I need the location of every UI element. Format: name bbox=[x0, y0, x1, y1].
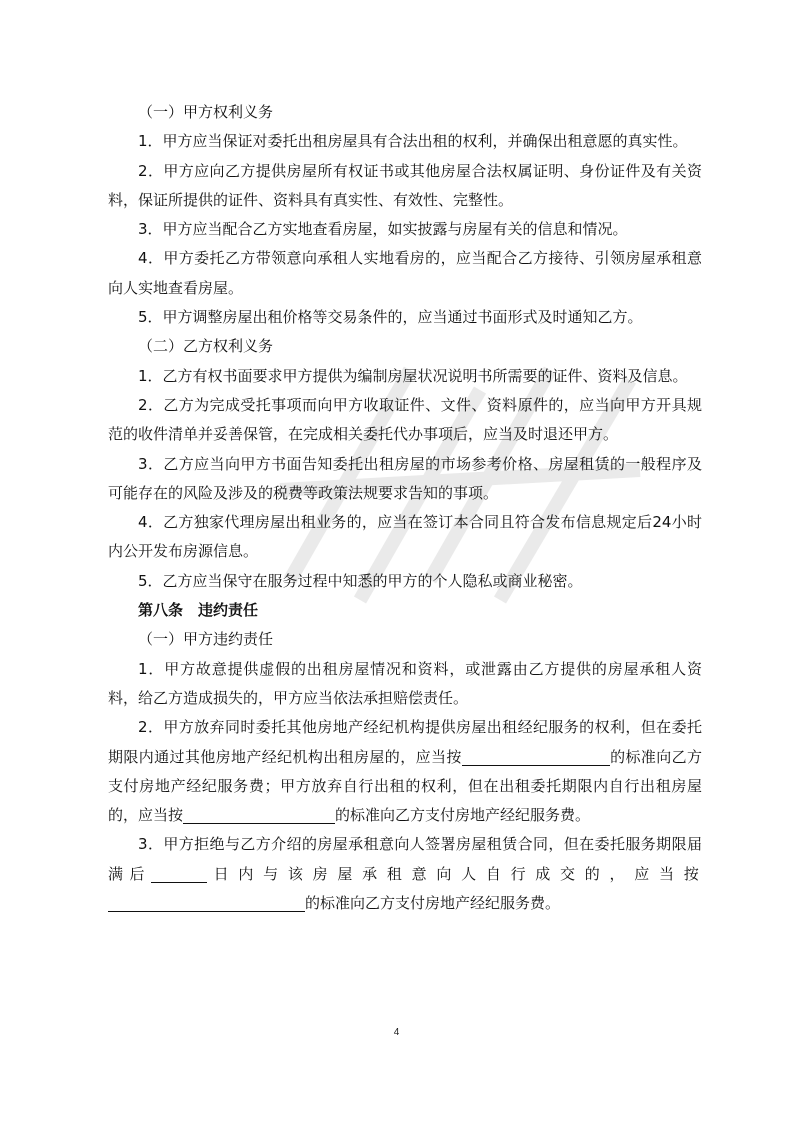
paragraph-a3: 3．甲方应当配合乙方实地查看房屋，如实披露与房屋有关的信息和情况。 bbox=[138, 220, 628, 239]
fill-blank-fee-standard-2[interactable] bbox=[183, 806, 335, 824]
paragraph-breach-2 bbox=[108, 713, 702, 830]
paragraph-breach-1: 1．甲方故意提供虚假的出租房屋情况和资料，或泄露由乙方提供的房屋承租人资料，给乙方造成损失的，甲方应当依法承担赔偿责任。 bbox=[108, 659, 702, 707]
paragraph-a4: 4．甲方委托乙方带领意向承租人实地看房的，应当配合乙方接待、引领房屋承租意向人实地查看房屋。 bbox=[108, 249, 702, 297]
breach-3-text-1: 3．甲方拒绝与乙方介绍的房屋承租意向人签署房屋租赁合同，但在委托服务期限届满后 bbox=[108, 835, 702, 883]
paragraph-breach-3 bbox=[108, 830, 702, 918]
page-number: 4 bbox=[393, 1027, 400, 1038]
section-heading-party-b: （二）乙方权利义务 bbox=[138, 337, 274, 356]
breach-3-text-3: 的标准向乙方支付房地产经纪服务费。 bbox=[305, 894, 561, 913]
breach-2-text-1: 2．甲方放弃同时委托其他房地产经纪机构提供房屋出租经纪服务的权利，但在委托期限内通过其他房地产经纪机构出租房屋的，应当按 bbox=[108, 718, 702, 766]
fill-blank-fee-standard-1[interactable] bbox=[462, 748, 610, 766]
fill-blank-days[interactable] bbox=[151, 865, 207, 883]
breach-3-text-2: 日内与该房屋承租意向人自行成交的，应当按 bbox=[207, 864, 702, 883]
paragraph-b3: 3．乙方应当向甲方书面告知委托出租房屋的市场参考价格、房屋租赁的一般程序及可能存在的风险及涉及的税费等政策法规要求告知的事项。 bbox=[108, 454, 702, 502]
paragraph-b5: 5．乙方应当保守在服务过程中知悉的甲方的个人隐私或商业秘密。 bbox=[138, 571, 583, 590]
article-8-title: 第八条 违约责任 bbox=[138, 601, 259, 620]
fill-blank-fee-standard-3[interactable] bbox=[108, 894, 305, 912]
section-heading-party-a: （一）甲方权利义务 bbox=[138, 103, 274, 121]
breach-2-text-2: 的标准向乙方支付房地产经纪服务费；甲方放弃自行出租的权利，但在出租委托期限内自行出租房屋的，应当按 bbox=[108, 747, 702, 825]
paragraph-b2: 2．乙方为完成受托事项而向甲方收取证件、文件、资料原件的，应当向甲方开具规范的收件清单并妥善保管，在完成相关委托代办事项后，应当及时退还甲方。 bbox=[108, 395, 702, 444]
section-heading-party-a-breach: （一）甲方违约责任 bbox=[138, 630, 274, 649]
document-body bbox=[108, 98, 702, 918]
paragraph-a5: 5．甲方调整房屋出租价格等交易条件的，应当通过书面形式及时通知乙方。 bbox=[138, 308, 643, 327]
paragraph-a1: 1．甲方应当保证对委托出租房屋具有合法出租的权利，并确保出租意愿的真实性。 bbox=[138, 132, 688, 151]
breach-2-text-3: 的标准向乙方支付房地产经纪服务费。 bbox=[335, 806, 591, 825]
paragraph-a2: 2．甲方应向乙方提供房屋所有权证书或其他房屋合法权属证明、身份证件及有关资料，保证所提供的证件、资料具有真实性、有效性、完整性。 bbox=[108, 161, 702, 209]
paragraph-b4: 4．乙方独家代理房屋出租业务的，应当在签订本合同且符合发布信息规定后24小时内公开发布房源信息。 bbox=[108, 513, 702, 561]
paragraph-b1: 1．乙方有权书面要求甲方提供为编制房屋状况说明书所需要的证件、资料及信息。 bbox=[138, 366, 688, 385]
